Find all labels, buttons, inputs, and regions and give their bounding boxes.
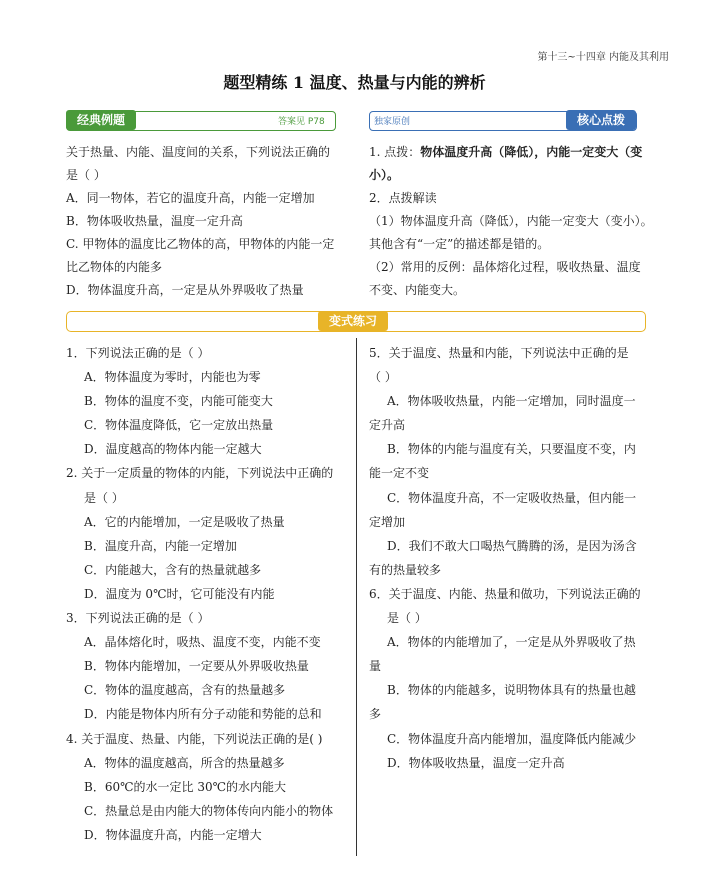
tip-line: 其他含有“一定”的描述都是错的。 [369, 237, 550, 251]
practice-right-column [369, 341, 649, 775]
core-tips-tag: 核心点拨 [566, 110, 636, 130]
option-c: C. 甲物体的温度比乙物体的高，甲物体的内能一定 [66, 237, 335, 251]
tip-prefix: 1. 点拨： [369, 145, 421, 159]
practice-line: C．物体的温度越高，含有的热量越多 [84, 683, 286, 698]
column-divider [356, 338, 357, 856]
practice-line: D．内能是物体内所有分子动能和势能的总和 [84, 707, 322, 722]
practice-tag: 变式练习 [318, 311, 388, 331]
practice-line: B．物体内能增加，一定要从外界吸收热量 [84, 659, 309, 674]
answer-reference: 答案见 P78 [278, 117, 325, 127]
chapter-header: 第十三~十四章 内能及其利用 [537, 52, 669, 63]
core-tips-content [369, 141, 653, 302]
practice-line: 3．下列说法正确的是（ ） [66, 611, 210, 626]
practice-line: C．内能越大，含有的热量就越多 [84, 562, 262, 577]
practice-line: 是（ ） [387, 611, 427, 626]
tip-key-point: 物体温度升高（降低），内能一定变大（变 [420, 145, 643, 159]
practice-line: A．物体的温度越高，所含的热量越多 [84, 755, 285, 770]
practice-line: 多 [369, 707, 382, 722]
classic-example-tag: 经典例题 [66, 110, 136, 130]
practice-line: 定升高 [369, 418, 406, 433]
practice-line: D．温度为 0℃时，它可能没有内能 [84, 586, 275, 601]
tip-line: （1）物体温度升高（降低），内能一定变大（变小）。 [369, 214, 653, 228]
practice-line: 5．关于温度、热量和内能，下列说法中正确的是 [369, 346, 629, 360]
question-line: 关于热量、内能、温度间的关系，下列说法正确的 [66, 145, 331, 159]
practice-line: B．温度升高，内能一定增加 [84, 538, 237, 553]
tip-line: （2）常用的反例：晶体熔化过程，吸收热量、温度 [369, 260, 641, 274]
practice-left-column [66, 341, 351, 847]
practice-line: 4. 关于温度、热量、内能，下列说法正确的是( ) [66, 731, 323, 746]
practice-line: A．物体吸收热量，内能一定增加，同时温度一 [387, 394, 636, 409]
practice-line: （ ） [369, 370, 397, 385]
practice-line: 是（ ） [84, 490, 124, 505]
practice-line: B．物体的内能与温度有关，只要温度不变，内 [387, 442, 636, 457]
practice-line: 有的热量较多 [369, 562, 442, 577]
practice-line: D．物体吸收热量，温度一定升高 [387, 755, 565, 770]
practice-line: 定增加 [369, 514, 406, 529]
practice-line: D．温度越高的物体内能一定越大 [84, 442, 262, 457]
option-a: A．同一物体，若它的温度升高，内能一定增加 [66, 191, 315, 205]
practice-line: D．我们不敢大口喝热气腾腾的汤，是因为汤含 [387, 538, 637, 553]
option-c-cont: 比乙物体的内能多 [66, 260, 163, 274]
tip-line: 不变、内能变大。 [369, 283, 466, 297]
option-d: D．物体温度升高，一定是从外界吸收了热量 [66, 283, 304, 297]
practice-line: 2. 关于一定质量的物体的内能，下列说法中正确的 [66, 466, 334, 481]
practice-line: A．物体的内能增加了，一定是从外界吸收了热 [387, 635, 636, 650]
practice-line: C．热量总是由内能大的物体传向内能小的物体 [84, 803, 334, 818]
practice-line: 能一定不变 [369, 466, 430, 481]
practice-line: B．物体的温度不变，内能可能变大 [84, 394, 273, 409]
practice-line: B．60℃的水一定比 30℃的水内能大 [84, 779, 287, 794]
question-line: 是（ ） [66, 168, 106, 182]
practice-line: C．物体温度降低，它一定放出热量 [84, 418, 274, 433]
practice-line: C．物体温度升高内能增加，温度降低内能减少 [387, 731, 637, 746]
tip-key-point-cont: 小）。 [369, 168, 400, 182]
classic-example-question [66, 141, 346, 302]
practice-line: B．物体的内能越多，说明物体具有的热量也越 [387, 683, 636, 698]
practice-line: 6．关于温度、内能、热量和做功，下列说法正确的 [369, 586, 641, 601]
practice-line: D．物体温度升高，内能一定增大 [84, 827, 262, 842]
practice-line: C．物体温度升高，不一定吸收热量，但内能一 [387, 490, 637, 505]
tip-line: 2．点拨解读 [369, 191, 437, 205]
source-label: 独家原创 [374, 117, 411, 127]
practice-line: 1．下列说法正确的是（ ） [66, 346, 210, 360]
practice-line: A．物体温度为零时，内能也为零 [84, 370, 261, 385]
page-title: 题型精练 1 温度、热量与内能的辨析 [223, 73, 486, 92]
practice-line: A．晶体熔化时，吸热、温度不变，内能不变 [84, 635, 321, 650]
option-b: B．物体吸收热量，温度一定升高 [66, 214, 243, 228]
practice-line: 量 [369, 659, 382, 674]
practice-line: A．它的内能增加，一定是吸收了热量 [84, 514, 285, 529]
